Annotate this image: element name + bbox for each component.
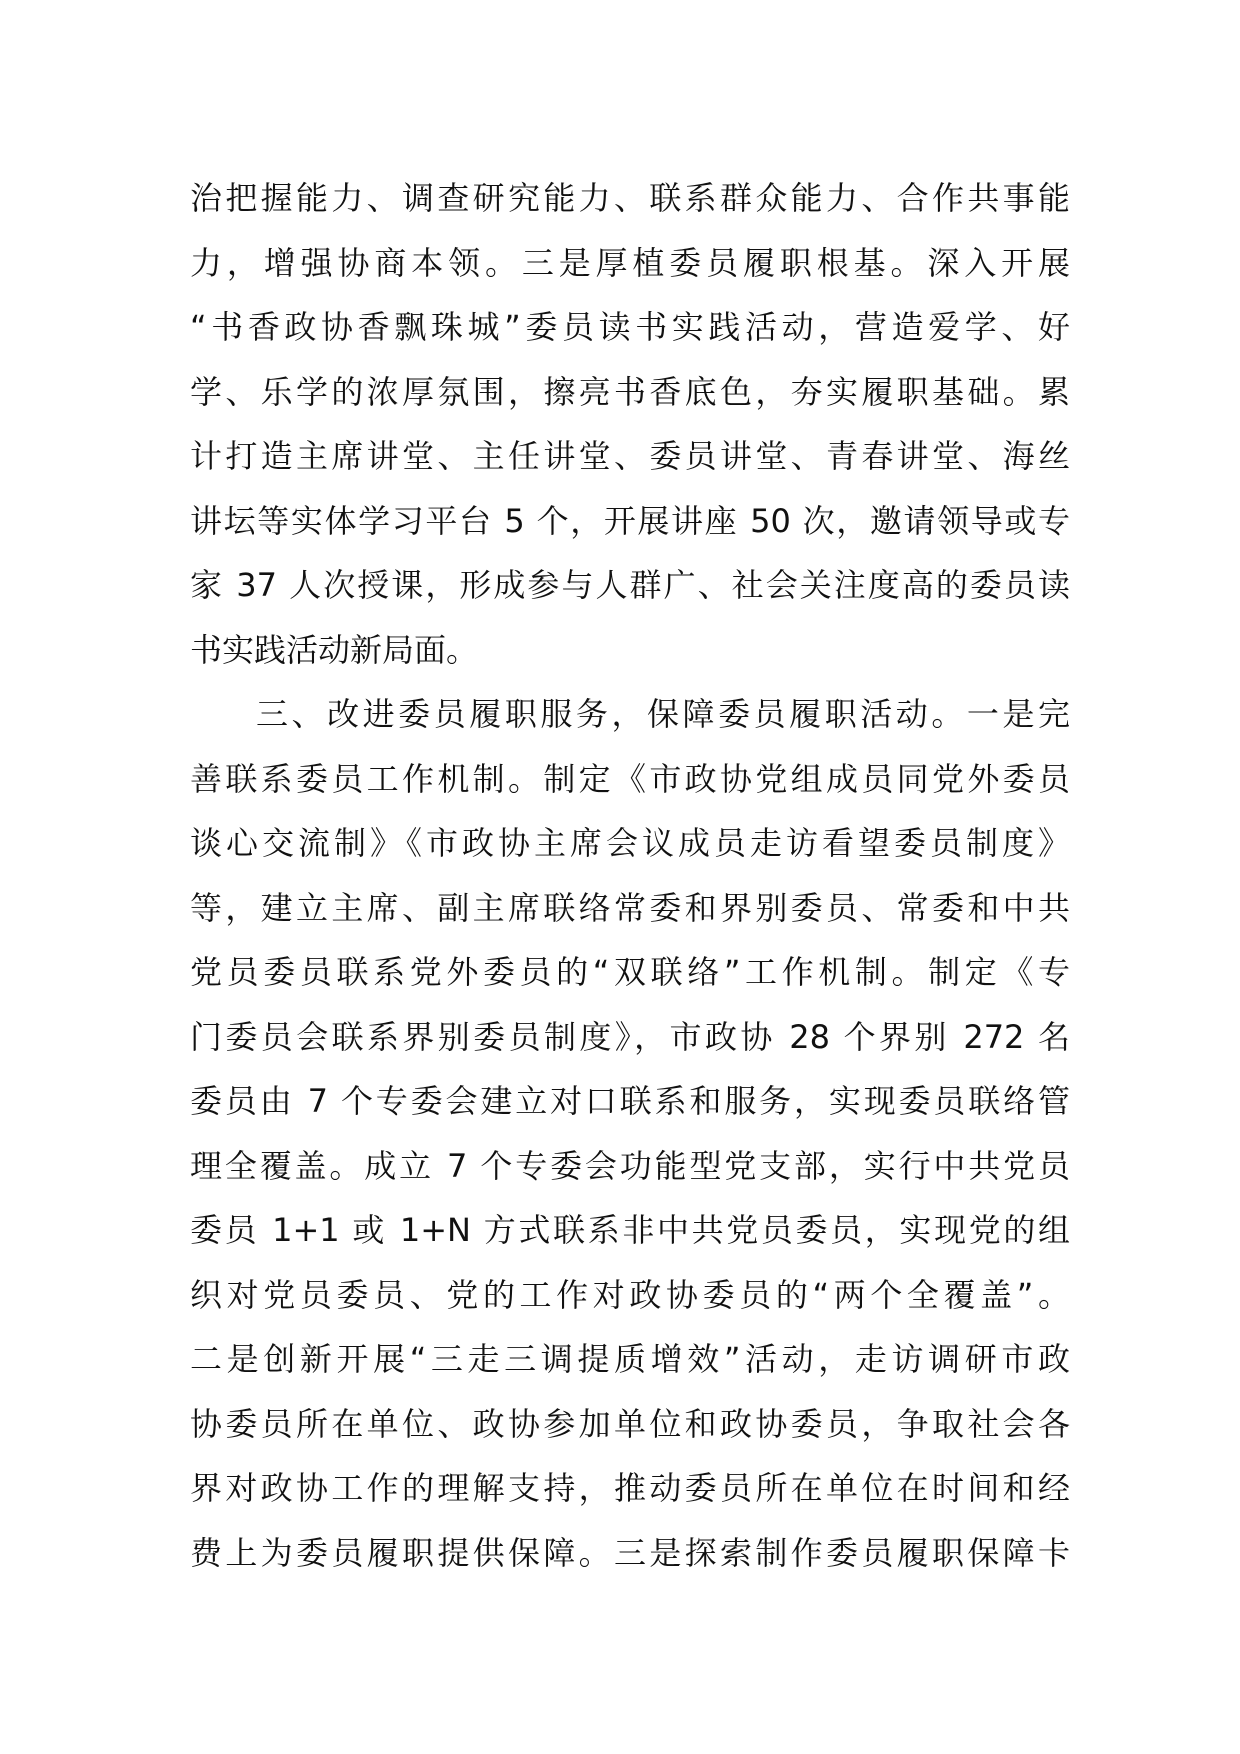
text-line: 织对党员委员、党的工作对政协委员的“两个全覆盖”。 (190, 1275, 1070, 1314)
text-line: 委员由 7 个专委会建立对口联系和服务，实现委员联络管 (190, 1082, 1070, 1120)
text-line: 书实践活动新局面。 (190, 630, 479, 669)
text-line: 理全覆盖。成立 7 个专委会功能型党支部，实行中共党员 (190, 1146, 1070, 1185)
text-line: 界对政协工作的理解支持，推动委员所在单位在时间和经 (190, 1469, 1070, 1507)
text-line: 二是创新开展“三走三调提质增效”活动，走访调研市政 (190, 1340, 1070, 1378)
text-line: 费上为委员履职提供保障。三是探索制作委员履职保障卡 (190, 1533, 1070, 1572)
text-line: 家 37 人次授课，形成参与人群广、社会关注度高的委员读 (190, 566, 1070, 604)
text-line: 门委员会联系界别委员制度》，市政协 28 个界别 272 名 (190, 1017, 1070, 1056)
text-line: 力，增强协商本领。三是厚植委员履职根基。深入开展 (190, 243, 1070, 282)
text-line: 计打造主席讲堂、主任讲堂、委员讲堂、青春讲堂、海丝 (190, 437, 1070, 475)
text-line: 学、乐学的浓厚氛围，擦亮书香底色，夯实履职基础。累 (190, 372, 1070, 411)
text-line: 讲坛等实体学习平台 5 个，开展讲座 50 次，邀请领导或专 (190, 501, 1070, 540)
body-text (190, 166, 1070, 1585)
section-heading-line: 三、改进委员履职服务，保障委员履职活动。一是完 (256, 695, 1070, 733)
text-line: 协委员所在单位、政协参加单位和政协委员，争取社会各 (190, 1404, 1070, 1443)
text-line: 谈心交流制》《市政协主席会议成员走访看望委员制度》 (190, 824, 1070, 862)
text-line: 善联系委员工作机制。制定《市政协党组成员同党外委员 (190, 759, 1070, 798)
text-line: 党员委员联系党外委员的“双联络”工作机制。制定《专 (190, 953, 1070, 991)
text-line: 等，建立主席、副主席联络常委和界别委员、常委和中共 (190, 888, 1070, 927)
text-line: “书香政协香飘珠城”委员读书实践活动，营造爱学、好 (190, 308, 1070, 346)
text-line: 委员 1+1 或 1+N 方式联系非中共党员委员，实现党的组 (190, 1211, 1070, 1249)
text-line: 治把握能力、调查研究能力、联系群众能力、合作共事能 (190, 179, 1070, 217)
